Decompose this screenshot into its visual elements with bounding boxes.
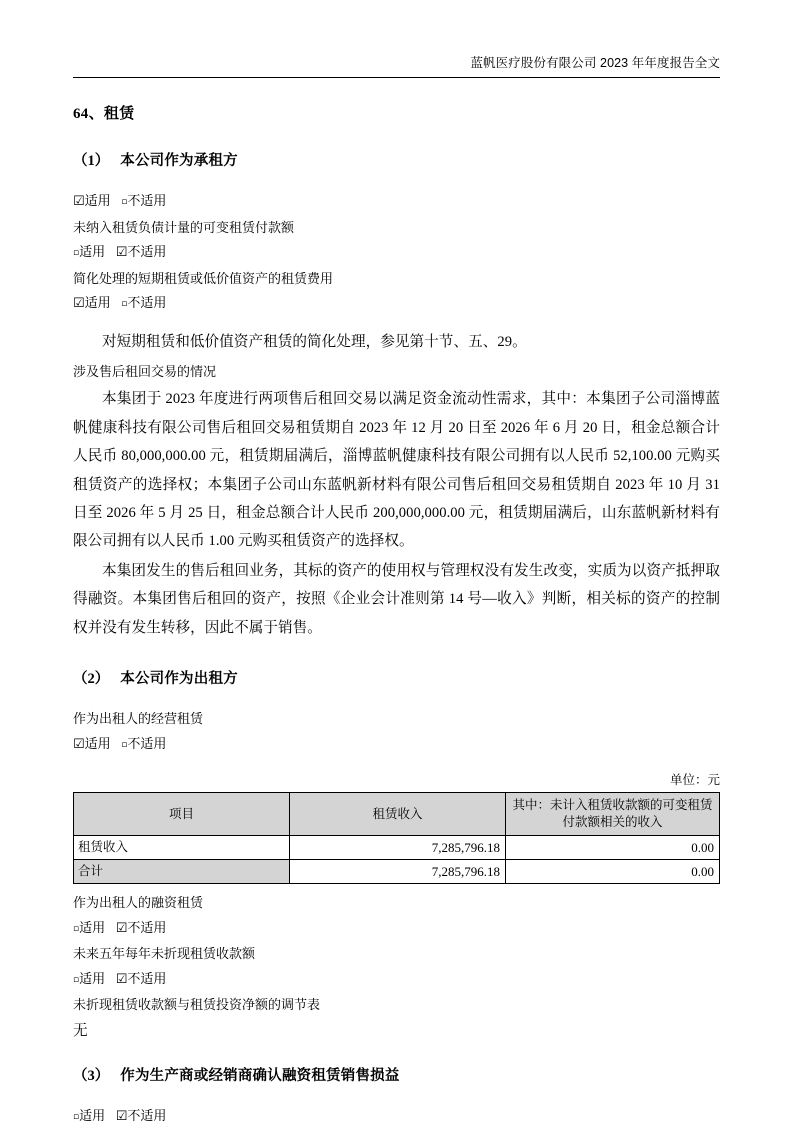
subsection-heading-lessee [73,151,720,171]
checkbox-empty-icon: ▫ [121,739,128,750]
subsection-title-1: 本公司作为承租方 [120,153,238,169]
checkbox-empty-icon: ▫ [73,974,80,985]
option-label-not-applicable: 不适用 [127,1107,167,1123]
option-applicable-1[interactable] [73,189,111,215]
subsection-heading-lessor [73,669,720,689]
option-label-not-applicable: 不适用 [127,295,167,310]
checkbox-empty-icon: ▫ [121,197,128,207]
table-header-row [74,793,720,836]
option-applicable-operating[interactable] [73,732,111,758]
subsection-number-3: （3） [73,1067,110,1084]
option-not-applicable-undiscounted[interactable] [116,967,167,993]
option-label-applicable: 适用 [84,295,111,310]
cell-total-lease-income-value: 7,285,796.18 [290,860,506,884]
subsection-number-1: （1） [73,153,110,169]
paragraph-simplified-treatment: 对短期租赁和低价值资产租赁的简化处理，参见第十节、五、29。 [102,333,527,350]
option-applicable-2[interactable] [73,240,105,267]
option-label-applicable: 适用 [79,919,106,935]
option-label-applicable: 适用 [84,193,111,208]
option-not-applicable-3[interactable] [121,291,166,318]
option-not-applicable-1[interactable] [121,189,166,216]
column-header-variable-payment-income: 其中：未计入租赁收款额的可变租赁付款额相关的收入 [506,793,720,836]
applicability-row-manufacturer [73,1104,720,1130]
cell-item-total: 合计 [74,860,290,884]
checkbox-checked-icon: ☑ [73,194,85,209]
subsection-title-2: 本公司作为出租方 [120,671,238,688]
label-operating-lease-lessor: 作为出租人的经营租赁 [73,711,204,727]
running-header: 蓝帆医疗股份有限公司 2023 年年度报告全文 [470,56,720,70]
paragraph-sale-leaseback-judgement: 本集团发生的售后租回业务，其标的资产的使用权与管理权没有发生改变，实质为以资产抵押取得融资。本集团售后租回的资产，按照《企业会计准则第 14 号—收入》判断，相关标的资产的控制权并没有发生转移，因此不属于销售。 [73,562,720,636]
checkbox-checked-icon: ☑ [115,1108,128,1124]
label-finance-lease-lessor: 作为出租人的融资租赁 [73,895,204,911]
note-short-term-low-value: 简化处理的短期租赁或低价值资产的租赁费用 [73,270,334,286]
option-label-applicable: 适用 [79,970,106,986]
note-variable-lease-payments: 未纳入租赁负债计量的可变租赁付款额 [73,219,295,235]
applicability-row-2 [73,240,720,267]
option-applicable-manufacturer[interactable] [73,1104,105,1130]
checkbox-empty-icon: ▫ [121,299,128,309]
checkbox-checked-icon: ☑ [115,920,128,936]
applicability-row-operating [73,732,720,759]
table-row-total [74,860,720,884]
operating-lease-income-table [73,792,720,884]
section-heading-lease: 64、租赁 [73,106,135,122]
applicability-row-1 [73,189,720,216]
checkbox-empty-icon: ▫ [73,248,80,258]
option-applicable-3[interactable] [73,291,111,317]
checkbox-checked-icon: ☑ [73,296,85,311]
column-header-item: 项目 [74,793,290,836]
option-not-applicable-operating[interactable] [121,732,166,759]
option-not-applicable-finance[interactable] [116,916,167,942]
subsection-heading-manufacturer-dealer [73,1066,720,1086]
option-label-applicable: 适用 [79,1107,106,1123]
checkbox-checked-icon: ☑ [73,736,85,752]
checkbox-empty-icon: ▫ [73,923,80,934]
option-not-applicable-2[interactable] [116,240,167,266]
cell-lease-income-value: 7,285,796.18 [290,836,506,860]
subsection-title-3: 作为生产商或经销商确认融资租赁销售损益 [120,1067,400,1084]
option-not-applicable-manufacturer[interactable] [116,1104,167,1130]
cell-total-variable-income-value: 0.00 [506,860,720,884]
column-header-lease-income: 租赁收入 [290,793,506,836]
option-label-not-applicable: 不适用 [127,970,167,986]
paragraph-sale-leaseback-detail: 本集团于 2023 年度进行两项售后租回交易以满足资金流动性需求，其中：本集团子公司淄博蓝帆健康科技有限公司售后租回交易租赁期自 2023 年 12 月 20 日至 2026 年 6 月 20 日，租金总额合计人民币 80,000,000.00 元，租赁期届满后，淄博蓝帆健康科技有限公司拥有以人民币 52,100.00 元购买租赁资产的选择权；本集团子公司山东蓝帆新材料有限公司售后租回交易租赁期自 2023 年 10 月 31 日至 2026 年 5 月 25 日，租金总额合计人民币 200,000,000.00 元，租赁期届满后，山东蓝帆新材料有限公司拥有以人民币 1.00 元购买租赁资产的选择权。 [73,391,720,550]
option-applicable-finance[interactable] [73,916,105,943]
checkbox-checked-icon: ☑ [115,245,128,260]
option-label-not-applicable: 不适用 [127,919,167,935]
label-undiscounted-receipts: 未来五年每年未折现租赁收款额 [73,946,256,962]
option-label-applicable: 适用 [79,244,106,259]
applicability-row-undiscounted [73,967,720,994]
subsection-number-2: （2） [73,671,110,688]
table-row [74,836,720,860]
applicability-row-3 [73,291,720,318]
checkbox-empty-icon: ▫ [73,1111,80,1122]
option-label-applicable: 适用 [84,735,111,751]
cell-variable-income-value: 0.00 [506,836,720,860]
header-divider-rule [73,77,720,78]
option-label-not-applicable: 不适用 [127,193,167,208]
option-label-not-applicable: 不适用 [127,244,167,259]
option-label-not-applicable: 不适用 [127,735,167,751]
value-reconciliation-none: 无 [73,1022,88,1039]
applicability-row-finance [73,916,720,943]
cell-item-lease-income: 租赁收入 [74,836,290,860]
label-reconciliation-table: 未折现租赁收款额与租赁投资净额的调节表 [73,997,321,1013]
checkbox-checked-icon: ☑ [115,971,128,987]
table-unit-note: 单位：元 [669,773,720,788]
option-applicable-undiscounted[interactable] [73,967,105,994]
label-sale-leaseback: 涉及售后租回交易的情况 [73,363,217,379]
